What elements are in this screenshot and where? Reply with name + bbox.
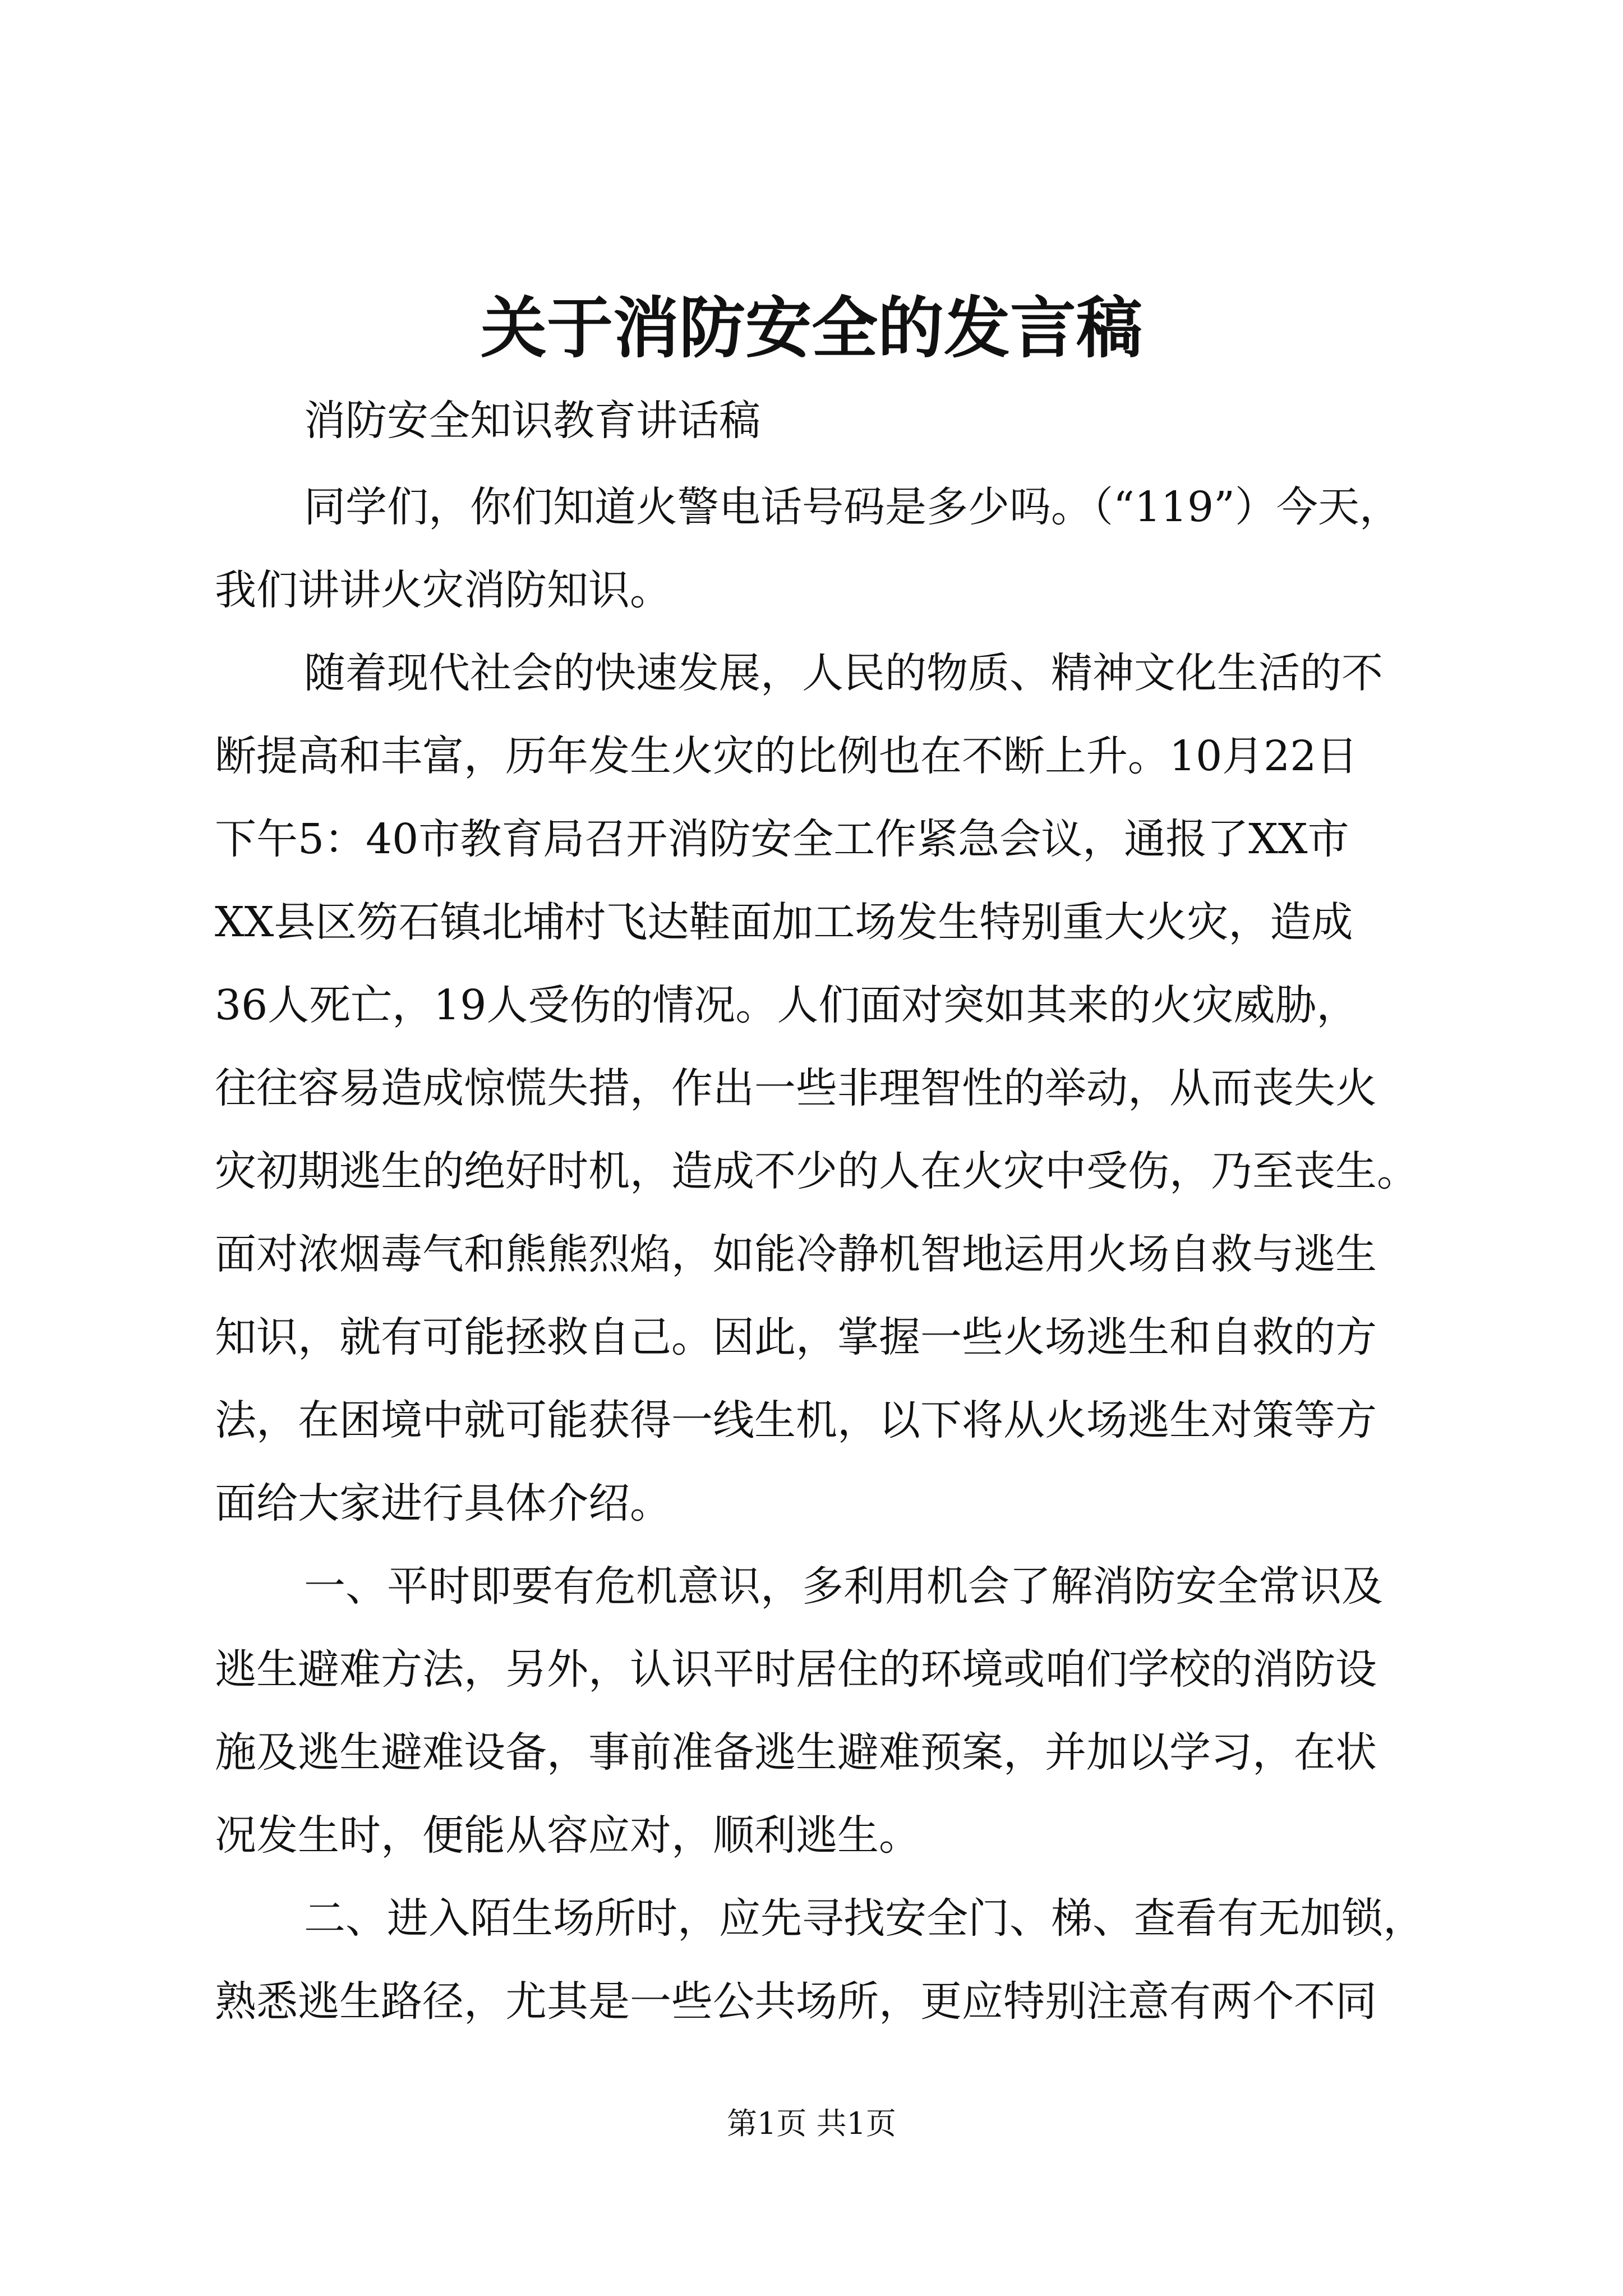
body-line: 况发生时，便能从容应对，顺利逃生。 <box>215 1811 920 1860</box>
body-line: 36人死亡，19人受伤的情况。人们面对突如其来的火灾威胁， <box>215 981 1358 1029</box>
page-footer: 第1页 共1页 <box>727 2106 896 2141</box>
body-line: 断提高和丰富，历年发生火灾的比例也在不断上升。10月22日 <box>215 732 1358 780</box>
body-line: 法，在困境中就可能获得一线生机，以下将从火场逃生对策等方 <box>215 1396 1377 1444</box>
body-line: XX县区笏石镇北埔村飞达鞋面加工场发生特别重大火灾，造成 <box>215 898 1353 946</box>
body-line: 二、进入陌生场所时，应先寻找安全门、梯、查看有无加锁， <box>304 1894 1424 1943</box>
body-line: 面给大家进行具体介绍。 <box>215 1479 671 1527</box>
body-line: 我们讲讲火灾消防知识。 <box>215 566 671 614</box>
body-line: 同学们，你们知道火警电话号码是多少吗。（“119”）今天， <box>304 483 1401 531</box>
body-line: 熟悉逃生路径，尤其是一些公共场所，更应特别注意有两个不同 <box>215 1977 1377 2026</box>
body-line: 施及逃生避难设备，事前准备逃生避难预案，并加以学习，在状 <box>215 1728 1377 1777</box>
body-line: 一、平时即要有危机意识，多利用机会了解消防安全常识及 <box>304 1562 1383 1611</box>
body-line: 知识，就有可能拯救自己。因此，掌握一些火场逃生和自救的方 <box>215 1313 1377 1361</box>
body-line: 随着现代社会的快速发展，人民的物质、精神文化生活的不 <box>304 649 1383 697</box>
body-line: 面对浓烟毒气和熊熊烈焰，如能冷静机智地运用火场自救与逃生 <box>215 1230 1377 1278</box>
subtitle-line: 消防安全知识教育讲话稿 <box>304 397 760 445</box>
body-line: 逃生避难方法，另外，认识平时居住的环境或咱们学校的消防设 <box>215 1645 1377 1694</box>
document-title: 关于消防安全的发言稿 <box>480 289 1142 367</box>
body-line: 下午5：40市教育局召开消防安全工作紧急会议，通报了XX市 <box>215 815 1349 863</box>
body-line: 灾初期逃生的绝好时机，造成不少的人在火灾中受伤，乃至丧生。 <box>215 1147 1418 1195</box>
body-line: 往往容易造成惊慌失措，作出一些非理智性的举动，从而丧失火 <box>215 1064 1377 1112</box>
